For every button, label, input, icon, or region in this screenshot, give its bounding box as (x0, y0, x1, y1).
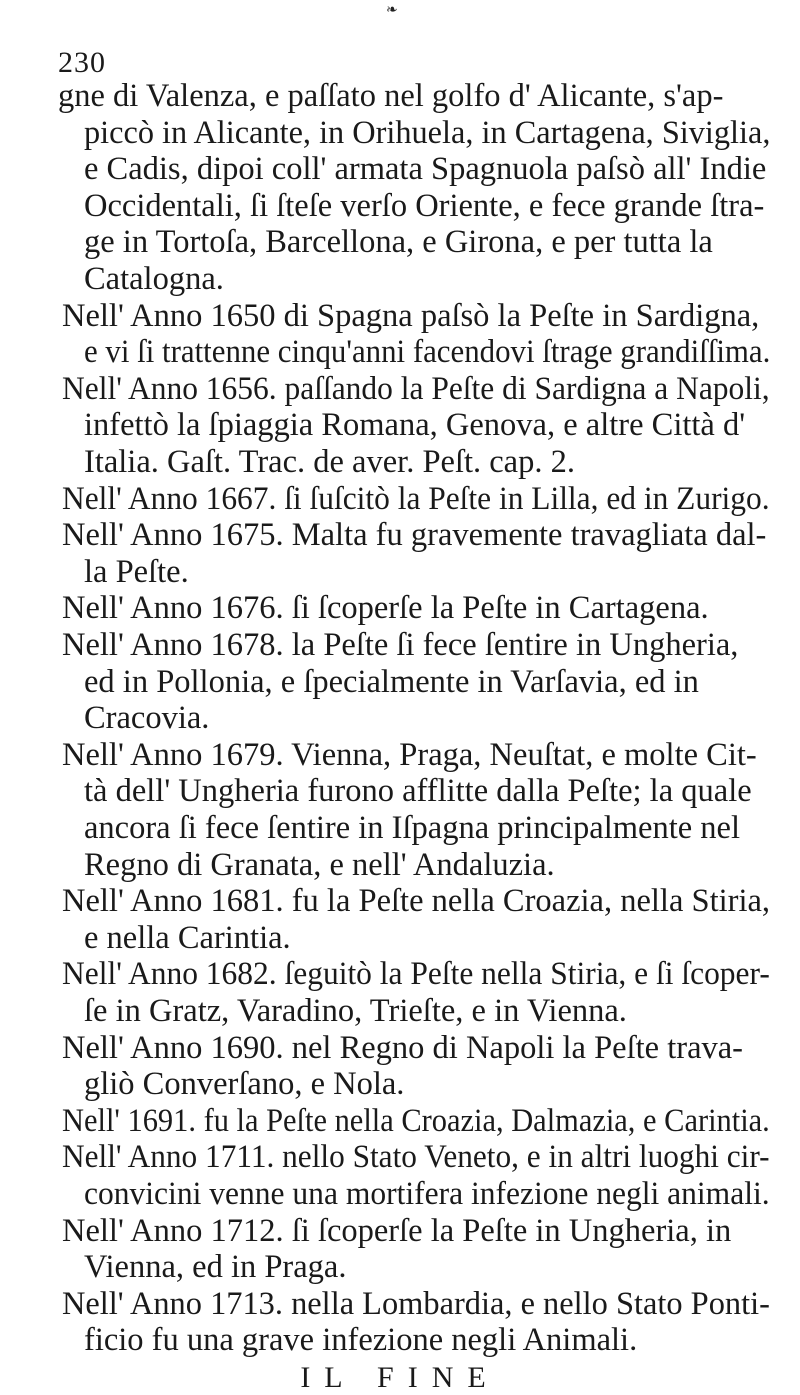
text-line: ge in Tortoſa, Barcellona, e Girona, e per tutta la (84, 224, 713, 261)
text-line: Nell' Anno 1681. fu la Peſte nella Croazia, nella Stiria, (62, 883, 771, 920)
text-line: Nell' Anno 1678. la Peſte ſi fece ſentire in Ungheria, (62, 627, 739, 663)
text-line: ancora ſi fece ſentire in Iſpagna principalmente nel (84, 810, 740, 846)
text-line: Nell' 1691. fu la Peſte nella Croazia, Dalmazia, e Carintia. (62, 1102, 770, 1139)
text-line: Nell' Anno 1675. Malta fu gravemente travagliata dal- (62, 517, 767, 554)
text-line: Vienna, ed in Praga. (84, 1249, 347, 1286)
text-line: convicini venne una mortifera infezione negli animali. (84, 1176, 770, 1212)
text-line: gne di Valenza, e paſſato nel golfo d' Alicante, s'ap- (58, 78, 724, 114)
text-line: Nell' Anno 1713. nella Lombardia, e nello Stato Ponti- (62, 1285, 770, 1322)
text-line: ficio fu una grave infezione negli Animali. (84, 1322, 638, 1359)
page-number: 230 (58, 46, 106, 79)
text-line: gliò Converſano, e Nola. (84, 1066, 405, 1103)
text-line: Nell' Anno 1676. ſi ſcoperſe la Peſte in Cartagena. (62, 590, 709, 627)
text-line: Nell' Anno 1656. paſſando la Peſte di Sardigna a Napoli, (62, 370, 770, 407)
text-line: Cracovia. (84, 700, 210, 737)
end-marker: IL FINE (300, 1361, 500, 1394)
text-line: Nell' Anno 1650 di Spagna paſsò la Peſte in Sardigna, (62, 297, 760, 334)
text-line: piccò in Alicante, in Orihuela, in Cartagena, Siviglia, (84, 114, 771, 151)
text-line: Nell' Anno 1679. Vienna, Praga, Neuſtat, e molte Cit- (62, 736, 757, 773)
text-line: ſe in Gratz, Varadino, Trieſte, e in Vienna. (84, 993, 627, 1029)
text-line: Catalogna. (84, 261, 224, 297)
text-line: Italia. Gaſt. Trac. de aver. Peſt. cap. 2. (84, 444, 575, 480)
text-line: ed in Pollonia, e ſpecialmente in Varſavia, ed in (84, 663, 699, 700)
text-line: Nell' Anno 1711. nello Stato Veneto, e in altri luoghi cir- (62, 1139, 770, 1176)
text-line: Occidentali, ſi ſteſe verſo Oriente, e fece grande ſtra- (84, 187, 765, 224)
text-line: tà dell' Ungheria furono afflitte dalla Peſte; la quale (84, 773, 752, 810)
printer-ornament: ❧ (386, 3, 398, 18)
text-line: Regno di Granata, e nell' Andaluzia. (84, 846, 555, 883)
text-line: Nell' Anno 1667. ſi ſuſcitò la Peſte in Lilla, ed in Zurigo. (62, 480, 770, 517)
text-line: e vi ſi trattenne cinqu'anni facendovi ſtrage grandiſſima. (84, 334, 771, 371)
text-line: infettò la ſpiaggia Romana, Genova, e altre Città d' (84, 407, 746, 444)
text-line: Nell' Anno 1682. ſeguitò la Peſte nella Stiria, e ſi ſcoper- (62, 956, 770, 993)
text-line: Nell' Anno 1712. ſi ſcoperſe la Peſte in Ungheria, in (62, 1212, 732, 1249)
text-line: Nell' Anno 1690. nel Regno di Napoli la Peſte trava- (62, 1029, 743, 1066)
text-line: la Peſte. (84, 553, 189, 590)
text-line: e nella Carintia. (84, 919, 291, 956)
text-line: e Cadis, dipoi coll' armata Spagnuola paſsò all' Indie (84, 151, 767, 188)
